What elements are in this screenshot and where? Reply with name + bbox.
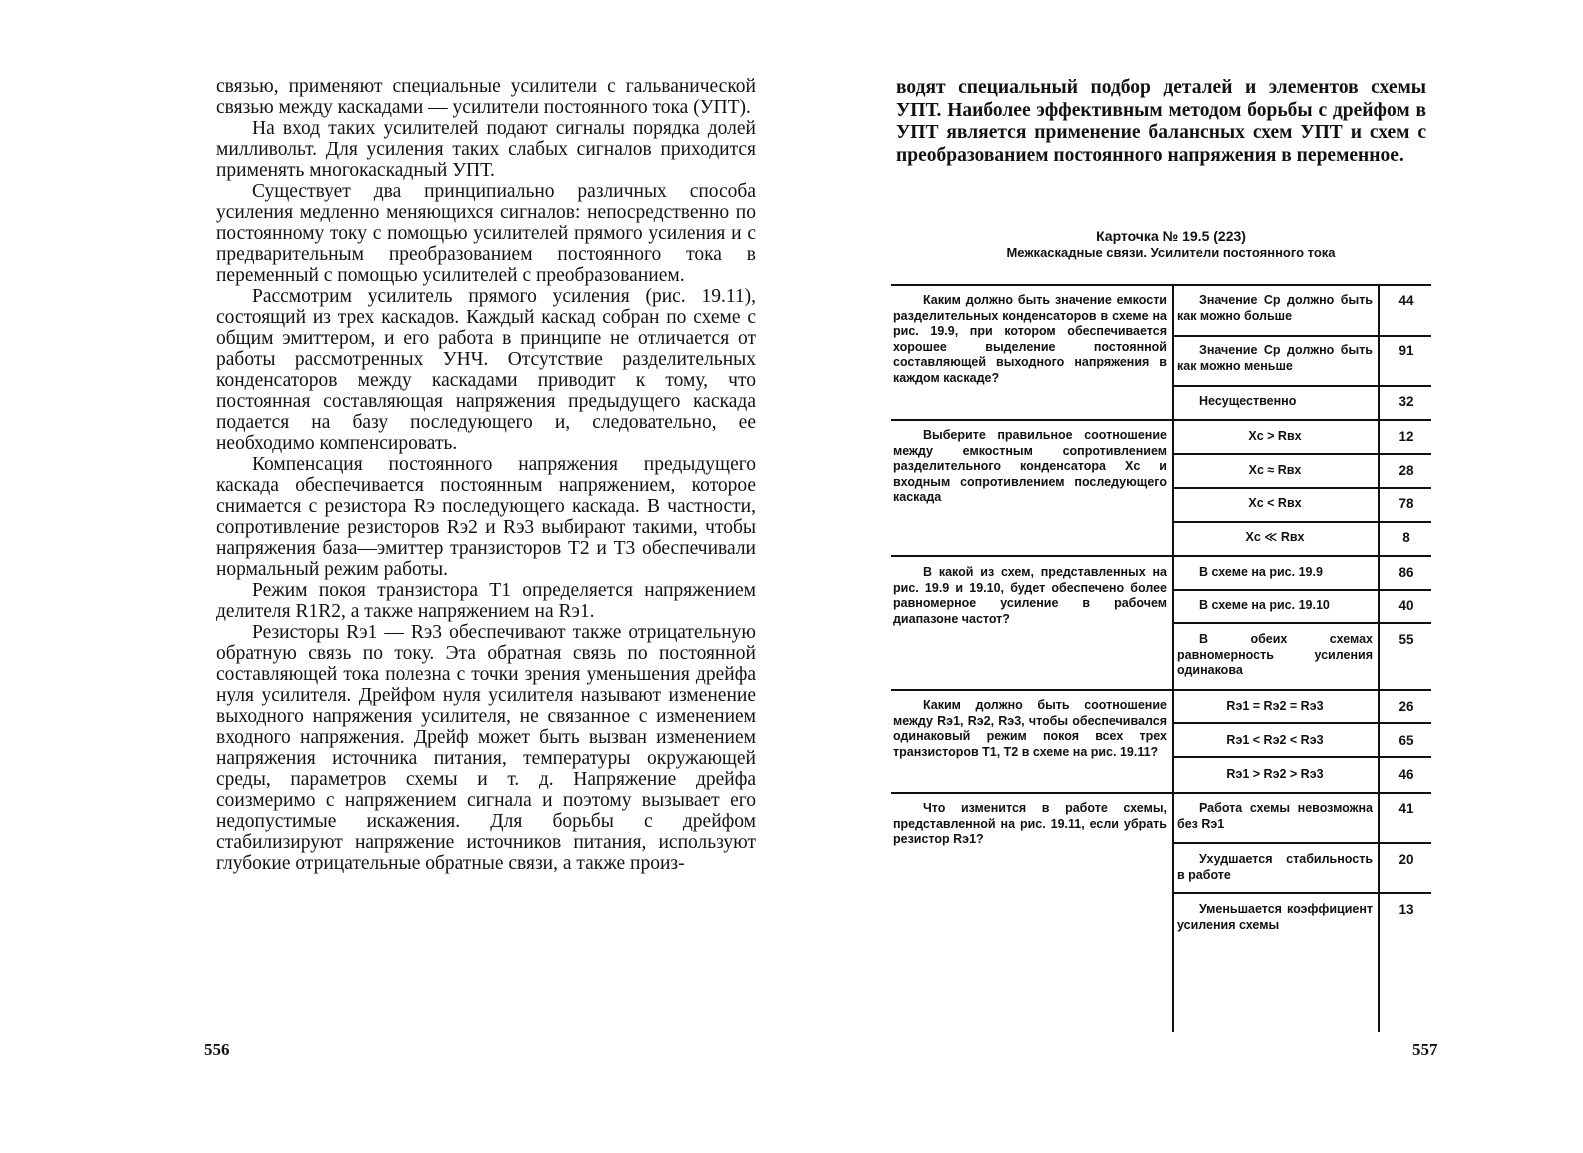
answer-code: 20: [1398, 852, 1414, 867]
table-divider-horizontal: [1172, 453, 1431, 455]
table-divider-horizontal: [1172, 842, 1431, 844]
answer-cell: В обеих схемах равномерность усиления одинакова: [1177, 632, 1373, 677]
answer-cell: Xc ≈ Rвх: [1248, 463, 1302, 477]
card-title: Карточка № 19.5 (223): [1096, 228, 1246, 244]
answer-cell: Rэ1 > Rэ2 > Rэ3: [1226, 767, 1324, 781]
table-divider-horizontal: [891, 284, 1431, 286]
table-divider-vertical: [1378, 284, 1380, 1032]
table-divider-horizontal: [1172, 622, 1431, 624]
table-divider-horizontal: [1172, 487, 1431, 489]
answer-code: 91: [1398, 343, 1414, 358]
left-page-text: [216, 76, 756, 874]
paragraph: связью, применяют специальные усилители с гальванической связью между каскадами — усилители постоянного тока (УПТ).: [216, 76, 756, 118]
answer-code: 41: [1398, 801, 1414, 816]
table-divider-horizontal: [1172, 756, 1431, 758]
question-cell: Каким должно быть значение емкости разделительных конденсаторов в схеме на рис. 19.9, при котором обеспечивается хорошее выделение постоянной составляющей выходного напряжения в каждом каскаде?: [893, 293, 1167, 385]
paragraph: На вход таких усилителей подают сигналы порядка долей милливольт. Для усиления таких слабых сигналов приходится применять многокаскадный УПТ.: [216, 118, 756, 181]
table-divider-horizontal: [1172, 385, 1431, 387]
table-divider-horizontal: [1172, 892, 1431, 894]
answer-code: 26: [1398, 699, 1414, 714]
table-divider-horizontal: [1172, 589, 1431, 591]
answer-code: 40: [1398, 598, 1414, 613]
answer-cell: Xc ≪ Rвх: [1245, 530, 1305, 544]
paragraph: водят специальный подбор деталей и элементов схемы УПТ. Наиболее эффективным методом борьбы с дрейфом в УПТ является применение балансных схем УПТ и схем с преобразованием постоянного напряжения в переменное.: [896, 77, 1426, 166]
paragraph: Рассмотрим усилитель прямого усиления (рис. 19.11), состоящий из трех каскадов. Каждый каскад собран по схеме с общим эмиттером, и его работа в принципе не отличается от работы рассмотренных УНЧ. Отсутствие разделительных конденсаторов между каскадами приводит к тому, что постоянная составляющая напряжения предыдущего каскада подается на базу последующего и, следовательно, ее необходимо компенсировать.: [216, 286, 756, 454]
table-divider-horizontal: [891, 689, 1431, 691]
page-number-right: 557: [1412, 1040, 1438, 1059]
answer-cell: В схеме на рис. 19.10: [1199, 598, 1330, 612]
table-divider-vertical: [1172, 284, 1174, 1032]
answer-cell: Несущественно: [1199, 394, 1297, 408]
right-page: [791, 0, 1583, 1153]
answer-cell: Работа схемы невозможна без Rэ1: [1177, 801, 1373, 831]
answer-code: 86: [1398, 565, 1414, 580]
answer-cell: Значение Cp должно быть как можно больше: [1177, 293, 1373, 323]
answer-cell: Xc < Rвх: [1248, 496, 1302, 510]
answer-code: 12: [1398, 429, 1414, 444]
right-page-text: [896, 77, 1426, 167]
answer-code: 13: [1398, 902, 1414, 917]
question-cell: В какой из схем, представленных на рис. 19.9 и 19.10, будет обеспечено более равномерное усиление в рабочем диапазоне частот?: [893, 565, 1167, 626]
answer-code: 32: [1398, 394, 1414, 409]
answer-code: 44: [1398, 293, 1414, 308]
answer-code: 55: [1398, 632, 1414, 647]
answer-cell: Ухудшается стабильность в работе: [1177, 852, 1373, 882]
question-cell: Каким должно быть соотношение между Rэ1, Rэ2, Rэ3, чтобы обеспечивался одинаковый режим покоя всех трех транзисторов T1, T2 в схеме на рис. 19.11?: [893, 698, 1167, 759]
answer-code: 46: [1398, 767, 1414, 782]
answer-code: 28: [1398, 463, 1414, 478]
left-page: [0, 0, 791, 1153]
answer-cell: В схеме на рис. 19.9: [1199, 565, 1323, 579]
card-subtitle: Межкаскадные связи. Усилители постоянного тока: [1006, 245, 1336, 260]
table-divider-horizontal: [1172, 335, 1431, 337]
paragraph: Компенсация постоянного напряжения предыдущего каскада обеспечивается постоянным напряжением, которое снимается с резистора Rэ последующего каскада. В частности, сопротивление резисторов Rэ2 и Rэ3 выбирают такими, чтобы напряжения база—эмиттер транзисторов T2 и T3 обеспечивали нормальный режим работы.: [216, 454, 756, 580]
answer-code: 78: [1398, 496, 1414, 511]
table-divider-horizontal: [1172, 521, 1431, 523]
question-cell: Что изменится в работе схемы, представленной на рис. 19.11, если убрать резистор Rэ1?: [893, 801, 1167, 846]
question-cell: Выберите правильное соотношение между емкостным сопротивлением разделительного конденсатора Xc и входным сопротивлением последующего каскада: [893, 428, 1167, 504]
answer-cell: Значение Cp должно быть как можно меньше: [1177, 343, 1373, 373]
answer-cell: Уменьшается коэффициент усиления схемы: [1177, 902, 1373, 932]
paragraph: Резисторы Rэ1 — Rэ3 обеспечивают также отрицательную обратную связь по току. Эта обратная связь по постоянной составляющей тока полезна с точки зрения уменьшения дрейфа нуля усилителя. Дрейфом нуля усилителя называют изменение выходного напряжения усилителя, не связанное с изменением входного напряжения. Дрейф может быть вызван изменением напряжения источника питания, температуры окружающей среды, параметров схемы и т. д. Напряжение дрейфа соизмеримо с напряжением сигнала и поэтому вызывает его недопустимые искажения. Для борьбы с дрейфом стабилизируют напряжение источников питания, используют глубокие отрицательные обратные связи, а также произ-: [216, 622, 756, 874]
answer-cell: Xc > Rвх: [1248, 429, 1302, 443]
table-divider-horizontal: [891, 792, 1431, 794]
page-number-left: 556: [204, 1040, 230, 1059]
answer-cell: Rэ1 < Rэ2 < Rэ3: [1226, 733, 1324, 747]
answer-code: 8: [1402, 530, 1410, 545]
paragraph: Режим покоя транзистора T1 определяется напряжением делителя R1R2, а также напряжением на Rэ1.: [216, 580, 756, 622]
answer-cell: Rэ1 = Rэ2 = Rэ3: [1226, 699, 1324, 713]
table-divider-horizontal: [891, 555, 1431, 557]
paragraph: Существует два принципиально различных способа усиления медленно меняющихся сигналов: непосредственно по постоянному току с помощью усилителей прямого усиления и с предварительным преобразованием постоянного тока в переменный с помощью усилителей с преобразованием.: [216, 181, 756, 286]
answer-code: 65: [1398, 733, 1414, 748]
table-divider-horizontal: [891, 419, 1431, 421]
table-divider-horizontal: [1172, 722, 1431, 724]
